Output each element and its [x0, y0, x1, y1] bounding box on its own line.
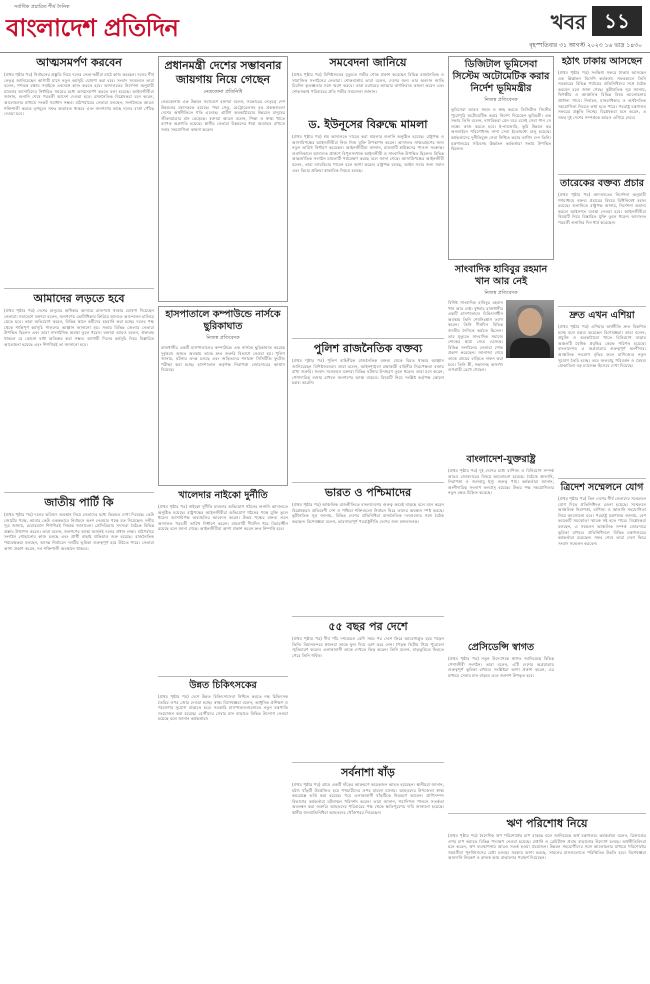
headline: আমাদের লড়তে হবে — [33, 292, 125, 305]
headline: খালেদার নাইকো দুর্নীতি — [178, 490, 268, 501]
headline: সর্বনাশা ষাঁড় — [341, 766, 395, 779]
article — [158, 490, 288, 672]
byline: নিজস্ব প্রতিবেদক — [484, 290, 518, 296]
divider — [448, 813, 646, 814]
article-body: ভূমিসেবা আরও সহজ ও স্বচ্ছ করতে ডিজিটাল সিস্টেম পুরোপুরি অটোমেটিক করার নির্দেশ দিয়েছেন ভূমিমন্ত্রী। এক সভায় তিনি বলেন, নাগরিকরা যেন ঘরে বসেই সেবা পান সে লক্ষ্যে কাজ করতে হবে। ই-নামজারি, ভূমি উন্নয়ন কর অনলাইনে পরিশোধসহ নানা সেবা ইতোমধ্যে চালু হয়েছে। কর্মকর্তাদের দুর্নীতিমুক্ত সেবা নিশ্চিত করার তাগিদ দেন তিনি। মন্ত্রণালয়ের সচিবসহ ঊর্ধ্বতন কর্মকর্তারা সভায় উপস্থিত ছিলেন। — [451, 107, 551, 152]
byline: নিজস্ব প্রতিবেদক — [484, 97, 518, 103]
headline: ডিজিটাল ভূমিসেবা সিস্টেম অটোমেটিক করার নির্দেশ ভূমিমন্ত্রীর — [452, 59, 550, 94]
article — [292, 766, 444, 972]
logo-tagline: সর্বাধিক প্রচারিত শীর্ষ দৈনিক — [14, 4, 70, 10]
article-body: (প্রথম পৃষ্ঠার পর) সংক্ষিপ্ত সফরে ঢাকায় আসছেন এক ঊর্ধ্বতন বিদেশি কর্মকর্তা। সফরকালে তিনি সরকারের বিভিন্ন পর্যায়ের প্রতিনিধিদের সঙ্গে বৈঠক করবেন বলে জানা গেছে। কূটনৈতিক সূত্র জানায়, দ্বিপক্ষীয় ও আঞ্চলিক বিভিন্ন বিষয় আলোচনায় প্রাধান্য পাবে। নির্বাচন, মানবাধিকার ও অর্থনৈতিক সহযোগিতা নিয়েও কথা হতে পারে। পররাষ্ট্র মন্ত্রণালয় সফরের প্রস্তুতি নিচ্ছে। বিশ্লেষকরা মনে করেন, এ সফর দুই দেশের সম্পর্ককে আরও এগিয়ে নেবে। — [558, 70, 646, 120]
logo-block — [6, 4, 206, 44]
page-number: ১১ — [592, 6, 642, 36]
divider — [558, 306, 646, 307]
article — [558, 56, 646, 170]
article-body: (প্রথম পৃষ্ঠার পর) শ্রম আদালতে দায়ের করা মামলার শুনানি অনুষ্ঠিত হয়েছে। রাষ্ট্রপক্ষ ও আসামিপক্ষের আইনজীবীরা নিজ নিজ যুক্তি উপস্থাপন করেন। আদালত সাক্ষ্যগ্রহণের জন্য নতুন তারিখ নির্ধারণ করেছেন। আইনজীবীরা জানান, মামলাটি শ্রমিকদের পাওনা সংক্রান্ত। শুনানিকালে আদালত প্রাঙ্গণে বিপুলসংখ্যক আইনজীবী ও সাংবাদিক উপস্থিত ছিলেন। বিভিন্ন আন্তর্জাতিক সংগঠন মামলাটি পর্যবেক্ষণ করছে বলে জানা গেছে। আসামিপক্ষের আইনজীবী বলেন, তারা ন্যায়বিচার পাবেন বলে আশা করেন। রাষ্ট্রপক্ষ বলছে, আইন সবার জন্য সমান এবং বিচার প্রক্রিয়া স্বাভাবিক নিয়মে চলছে। — [292, 134, 444, 173]
article — [158, 56, 288, 302]
column-1 — [4, 56, 154, 978]
article-body: (প্রথম পৃষ্ঠার পর) নাইকো দুর্নীতি মামলার অভিযোগ গঠনের শুনানি আদালতে অনুষ্ঠিত হয়েছে। রাষ্ট্রপক্ষের আইনজীবীরা অভিযোগ গঠনের পক্ষে যুক্তি তুলে ধরেন। আসামিপক্ষ অব্যাহতির আবেদন করেন। উভয় পক্ষের বক্তব্য শুনে আদালত পরবর্তী তারিখ নির্ধারণ করেন। মামলাটি দীর্ঘদিন ধরে বিচারাধীন রয়েছে বলে জানা গেছে। আইনজীবীরা আশা প্রকাশ করেন দ্রুত নিষ্পত্তি হবে। — [158, 504, 288, 532]
section-label: খবর — [550, 10, 586, 34]
article-body: (প্রথম পৃষ্ঠার পর) গ্রামে একটি ষাঁড়ের আক্রমণে কয়েকজন আহত হয়েছেন। স্থানীয়রা জানান, হঠাৎ ষাঁড়টি উত্তেজিত হয়ে পথচারীদের ওপর হামলা চালায়। আহতদের উপজেলা স্বাস্থ্য কমপ্লেক্সে ভর্তি করা হয়েছে। পরে এলাকাবাসী ষাঁড়টিকে নিয়ন্ত্রণে আনেন। প্রাণিসম্পদ বিভাগের কর্মকর্তারা ঘটনাস্থল পরিদর্শন করেন। তারা জানান, গবাদিপশু পালনে সতর্কতা অবলম্বন করা জরুরি। আহতদের পরিবারের পক্ষ থেকে ক্ষতিপূরণের দাবি জানানো হয়েছে। স্থানীয় জনপ্রতিনিধিরা আহতদের খোঁজখবর নিয়েছেন। — [292, 782, 444, 815]
article — [292, 118, 444, 334]
divider — [558, 478, 646, 479]
col4-top-row — [448, 56, 646, 810]
article-body: (প্রথম পৃষ্ঠার পর) নির্বাচনের প্রস্তুতি নিয়ে দলের নেতা-কর্মীরা মাঠে কাজ করছেন। দলের শীর্ষ নেতৃত্ব জানিয়েছেন আগামী মাসে নতুন কর্মসূচি ঘোষণা করা হবে। সংবাদ সম্মেলনে তারা বলেন, গণতন্ত্র রক্ষায় সবাইকে একসঙ্গে কাজ করতে হবে। আদালতের নির্দেশনা অনুযায়ী মামলার আসামিদের নির্ধারিত সময়ের মধ্যে আত্মসমর্পণ করতে বলা হয়েছে। আইনজীবীরা জানান, শুনানি শেষে পরবর্তী আদেশ দেওয়া হবে। রাজনৈতিক বিশ্লেষকরা মনে করেন, আলোচনার মাধ্যমে সংকট সমাধান সম্ভব। মাঠপর্যায়ের নেতারা বলছেন, সংগঠনকে আরও শক্তিশালী করতে তৃণমূলে সফর অব্যাহত থাকবে এবং জনগণের কাছে দলের বার্তা পৌঁছে দেওয়া হবে। — [4, 72, 154, 117]
article-body: (প্রথম পৃষ্ঠার পর) আঞ্চলিক রাজনীতিতে বাংলাদেশের গুরুত্ব ক্রমেই বাড়ছে বলে মনে করেন বিশ্লেষকরা। প্রতিবেশী দেশ ও পশ্চিমা শক্তিগুলো নির্বাচন ঘিরে তাদের অবস্থান স্পষ্ট করছে। কূটনৈতিক সূত্র জানায়, বিভিন্ন দেশের প্রতিনিধিরা রাজনৈতিক দলগুলোর সঙ্গে বৈঠক করছেন। বিশেষজ্ঞরা বলেন, ভারসাম্যপূর্ণ পররাষ্ট্রনীতি দেশের জন্য মঙ্গলজনক। — [292, 502, 444, 524]
article-body: বিশিষ্ট সাংবাদিক হাবিবুর রহমান খান আর নেই। বুধবার রাজধানীর একটি হাসপাতালে চিকিৎসাধীন অবস্থায় তিনি শেষনিঃশ্বাস ত্যাগ করেন। তিনি দীর্ঘদিন বিভিন্ন জাতীয় দৈনিকে কর্মরত ছিলেন। তার মৃত্যুতে সাংবাদিক সমাজে শোকের ছায়া নেমে এসেছে। বিভিন্ন সংগঠনের নেতারা শোক প্রকাশ করেছেন। জানাজা শেষে তাকে গ্রামের বাড়িতে দাফন করা হবে। তিনি স্ত্রী, সন্তানসহ অসংখ্য গুণগ্রাহী রেখে গেছেন। — [448, 300, 503, 373]
article-body: (প্রথম পৃষ্ঠার পর) পুলিশ বাহিনীকে রাজনৈতিক বক্তব্য থেকে বিরত থাকার আহ্বান জানিয়েছেন বিশিষ্টজনেরা। তারা বলেন, আইনশৃঙ্খলা রক্ষাকারী বাহিনীর নিরপেক্ষতা বজায় রাখা জরুরি। সংবাদ সম্মেলনে বক্তারা বিভিন্ন ঘটনার উদাহরণ তুলে ধরেন। তারা মনে করেন, পেশাদারিত্ব বজায় রাখলে জনগণের আস্থা বাড়বে। বিষয়টি নিয়ে সংশ্লিষ্ট কর্তৃপক্ষ কোনো মন্তব্য করেনি। — [292, 358, 444, 386]
article-body: (প্রথম পৃষ্ঠার পর) দেশে উন্নত চিকিৎসাসেবা নিশ্চিত করতে দক্ষ চিকিৎসক তৈরির ওপর জোর দেওয়া হচ্ছে। স্বাস্থ্য বিশেষজ্ঞরা বলেন, আধুনিক প্রশিক্ষণ ও গবেষণার সুযোগ বাড়াতে হবে। সরকারি হাসপাতালগুলোতে নতুন যন্ত্রপাতি সংযোজন করা হয়েছে। রোগীদের সেবার মান বাড়াতে বিভিন্ন উদ্যোগ নেওয়া হয়েছে বলে জানান কর্মকর্তারা। — [158, 694, 288, 722]
column-2 — [158, 56, 288, 978]
divider — [4, 492, 154, 493]
newspaper-logo: বাংলাদেশ প্রতিদিন — [6, 13, 179, 42]
article-body: (প্রথম পৃষ্ঠার পর) দলের ভবিষ্যৎ অবস্থান নিয়ে নেতাদের মধ্যে ভিন্নমত দেখা দিয়েছে। কেউ জোটের পক্ষে, আবার কেউ এককভাবে নির্বাচনে অংশ নেওয়ার পক্ষে মত দিয়েছেন। দলীয় সূত্র জানায়, চেয়ারম্যান শিগগিরই সিদ্ধান্ত জানাবেন। প্রেসিডিয়াম সদস্যরা বৈঠকে বিভিন্ন প্রস্তাব উত্থাপন করেন। তারা বলেন, জনগণের আস্থা অর্জনই দলের প্রধান লক্ষ্য। মাঠপর্যায়ে সংগঠন গোছানোর কাজ চলছে এবং প্রার্থী বাছাই প্রক্রিয়াও শুরু হয়েছে। রাজনৈতিক পর্যবেক্ষকরা বলছেন, আসন্ন নির্বাচনে দলটির ভূমিকা গুরুত্বপূর্ণ হয়ে উঠতে পারে। নেতারা আশা প্রকাশ করেন, দল শক্তিশালী অবস্থানে থাকবে। — [4, 512, 154, 551]
headline: হাসপাতালে কম্পাউন্ডে নার্সকে ছুরিকাঘাত — [165, 309, 281, 332]
article — [292, 342, 444, 478]
article — [158, 680, 288, 978]
divider — [158, 676, 288, 677]
headline: সমবেদনা জানিয়ে — [329, 56, 407, 69]
article-body: (প্রথম পৃষ্ঠার পর) তিন দেশের শীর্ষ নেতাদের সম্মেলনে যোগ দিতে প্রতিনিধিদল রওনা হয়েছে। সম্মেলনে আঞ্চলিক নিরাপত্তা, বাণিজ্য ও জ্বালানি সহযোগিতা নিয়ে আলোচনা হবে। পররাষ্ট্র মন্ত্রণালয় জানায়, বেশ কয়েকটি সমঝোতা স্মারক সই হতে পারে। বিশ্লেষকরা বলছেন, এ সম্মেলন আঞ্চলিক সম্পর্ক জোরদারে ভূমিকা রাখবে। প্রতিনিধিদলে বিভিন্ন মন্ত্রণালয়ের কর্মকর্তারা রয়েছেন। সফর শেষে তারা দেশে ফিরে সংবাদ সম্মেলন করবেন। — [558, 496, 646, 546]
article — [448, 264, 554, 450]
article — [448, 817, 646, 978]
headline: ড. ইউনূসের বিরুদ্ধে মামলা — [308, 118, 428, 131]
byline: নেত্রকোনা প্রতিনিধি — [203, 89, 243, 95]
headline: তারেকের বক্তব্য প্রচার — [560, 178, 644, 189]
article-body: (প্রথম পৃষ্ঠার পর) আদালতের নির্দেশনা অনুযায়ী গণমাধ্যমে বক্তব্য প্রচারের বিষয়ে বিধিনিষেধ বহাল রয়েছে। শুনানিতে রাষ্ট্রপক্ষ জানায়, নির্দেশনা অমান্য করলে আইনগত ব্যবস্থা নেওয়া হবে। আইনজীবীরা বিষয়টি নিয়ে বিস্তারিত যুক্তি তুলে ধরেন। আদালত পরবর্তী শুনানির দিন ধার্য করেছেন। — [558, 192, 646, 225]
article — [4, 56, 154, 284]
article — [558, 310, 646, 474]
article — [4, 292, 154, 488]
col4-left — [448, 56, 554, 810]
journalist-photo — [506, 300, 554, 358]
dateline: বৃহস্পতিবার ৩১ আগস্ট ২০২৩ ১৬ ভাদ্র ১৪৩০ — [529, 42, 642, 49]
divider — [292, 338, 444, 339]
headline: ঋণ পরিশোধ নিয়ে — [506, 817, 588, 830]
masthead — [0, 0, 650, 53]
article-body: (প্রথম পৃষ্ঠার পর) এশিয়ার অর্থনীতি দ্রুত বিকশিত হচ্ছে বলে মন্তব্য করেছেন বিশেষজ্ঞরা। তারা বলেন, প্রযুক্তি ও অবকাঠামো খাতে বিনিয়োগ বাড়ায় অঞ্চলটি বৈশ্বিক প্রবৃদ্ধির কেন্দ্রে পরিণত হয়েছে। বাংলাদেশও এ অগ্রযাত্রায় গুরুত্বপূর্ণ অংশীদার। আঞ্চলিক সংযোগ বৃদ্ধির ফলে বাণিজ্যের নতুন সুযোগ তৈরি হচ্ছে। তবে জলবায়ু পরিবর্তন ও বৈষম্য মোকাবিলা বড় চ্যালেঞ্জ হিসেবে দেখা দিয়েছে। — [558, 324, 646, 369]
headline: উন্নত চিকিৎসকের — [189, 680, 257, 691]
headline: দ্রুত এখন এশিয়া — [569, 310, 635, 321]
divider — [558, 174, 646, 175]
column-4 — [448, 56, 646, 978]
headline: প্রধানমন্ত্রী দেশের সম্ভাবনার জায়গায় নিয়ে গেছেন — [164, 59, 282, 86]
headline: ত্রিদেশ সম্মেলনে যোগ — [560, 482, 644, 493]
headline: সাংবাদিক হাবিবুর রহমান খান আর নেই — [454, 264, 548, 287]
col4-right — [558, 56, 646, 810]
article — [448, 56, 554, 260]
article — [4, 496, 154, 972]
headline: হঠাৎ ঢাকায় আসছেন — [561, 56, 643, 67]
divider — [292, 616, 444, 617]
headline: পুলিশ রাজনৈতিক বক্তব্য — [313, 342, 423, 355]
article — [292, 486, 444, 612]
article — [448, 454, 554, 638]
byline: নিজস্ব প্রতিবেদক — [206, 335, 240, 341]
headline: বাংলাদেশ-যুক্তরাষ্ট্র — [466, 454, 536, 465]
divider — [4, 288, 154, 289]
headline: প্রেসিডেন্সি স্বাগত — [467, 642, 535, 653]
divider — [292, 482, 444, 483]
divider — [292, 762, 444, 763]
article-body: (প্রথম পৃষ্ঠার পর) বিশিষ্টজনের মৃত্যুতে গভীর শোক প্রকাশ করেছেন বিভিন্ন রাজনৈতিক ও সামাজিক সংগঠনের নেতারা। শোকবার্তায় তারা বলেন, দেশের জন্য তার অবদান জাতি চিরদিন কৃতজ্ঞতার সঙ্গে স্মরণ করবে। তারা মরহুমের আত্মার মাগফিরাত কামনা করেন এবং শোকসন্তপ্ত পরিবারের প্রতি গভীর সমবেদনা জানান। — [292, 72, 444, 94]
article-body: রাজধানীর একটি হাসপাতালের কম্পাউন্ডে এক নার্সকে ছুরিকাঘাত করেছে দুর্বৃত্তরা। আহত অবস্থায় তাকে দ্রুত জরুরি বিভাগে নেওয়া হয়। পুলিশ জানায়, ঘটনার তদন্ত চলছে এবং জড়িতদের শনাক্তে সিসিটিভি ফুটেজ পরীক্ষা করা হচ্ছে। হাসপাতাল কর্তৃপক্ষ নিরাপত্তা জোরদারের আশ্বাস দিয়েছে। — [161, 345, 285, 373]
headline: আত্মসমর্পণ করবেন — [36, 56, 122, 69]
column-3 — [292, 56, 444, 978]
article-body: (প্রথম পৃষ্ঠার পর) দীর্ঘ পাঁচ দশকেরও বেশি সময় পর দেশে ফিরে আবেগাপ্লুত হয়ে পড়েন তিনি। বিমানবন্দরে স্বজনরা তাকে ফুল দিয়ে বরণ করে নেন। পৈতৃক ভিটায় গিয়ে পুরোনো স্মৃতিচারণ করেন। এলাকাবাসী তাকে দেখতে ভিড় করেন। তিনি বলেন, মাতৃভূমিতে ফিরতে পেরে তিনি গর্বিত। — [292, 636, 444, 658]
article-body: নেত্রকোনায় এক উন্নয়ন সমাবেশে বক্তারা বলেন, সরকারের নেতৃত্বে দেশ উন্নয়নের মহাসড়কে রয়েছে। পদ্মা সেতু, মেট্রোরেলসহ বড় প্রকল্পগুলো দেশের অর্থনীতিতে গতি এনেছে। গ্রামীণ অবকাঠামোর উন্নয়নে মানুষের জীবনযাত্রার মান বেড়েছে। বক্তারা আরও বলেন, শিক্ষা ও স্বাস্থ্য খাতে ব্যাপক অগ্রগতি হয়েছে। স্থানীয় নেতারা উন্নয়নের ধারা অব্যাহত রাখতে সবার সহযোগিতা কামনা করেন। — [161, 99, 285, 132]
article-body: (প্রথম পৃষ্ঠার পর) দুই দেশের মধ্যে বাণিজ্য ও বিনিয়োগ সম্পর্ক আরও জোরদারের বিষয়ে আলোচনা হয়েছে। বৈঠকে জ্বালানি, নিরাপত্তা ও জলবায়ু ইস্যু গুরুত্ব পায়। কর্মকর্তারা জানান, অংশীদারিত্ব সংলাপ ফলপ্রসূ হয়েছে। উভয় পক্ষ সহযোগিতার নতুন ক্ষেত্র চিহ্নিত করেছে। — [448, 468, 554, 496]
article — [292, 56, 444, 114]
headline: ৫৫ বছর পর দেশে — [328, 620, 408, 633]
article — [558, 482, 646, 646]
article — [292, 620, 444, 758]
headline: ভারত ও পশ্চিমাদের — [324, 486, 412, 499]
article-body: (প্রথম পৃষ্ঠার পর) বৈদেশিক ঋণ পরিশোধের চাপ বাড়ছে বলে জানিয়েছে অর্থ মন্ত্রণালয়। কর্মকর্তারা বলেন, রিজার্ভের ওপর চাপ কমাতে বিভিন্ন পদক্ষেপ নেওয়া হয়েছে। রপ্তানি ও রেমিট্যান্স প্রবাহ বাড়ানোর উদ্যোগ চলছে। অর্থনীতিবিদরা মনে করেন, ঋণ ব্যবস্থাপনায় আরও সতর্ক হওয়া প্রয়োজন। উন্নয়ন সহযোগীদের সঙ্গে আলোচনার মাধ্যমে পরিশোধের সময়সীমা পুনর্বিন্যাসের চেষ্টা চলছে। সরকার আশা করছে, সামনের মাসগুলোতে পরিস্থিতির উন্নতি হবে। বিশেষজ্ঞরা আমদানি নিয়ন্ত্রণ ও রাজস্ব আয় বাড়ানোর পরামর্শ দিয়েছেন। — [448, 833, 646, 861]
article — [158, 306, 288, 486]
headline: জাতীয় পার্টি কি — [44, 496, 114, 509]
article — [448, 642, 554, 806]
article-body: (প্রথম পৃষ্ঠার পর) নতুন উদ্যোগকে স্বাগত জানিয়েছে বিভিন্ন পেশাজীবী সংগঠন। তারা বলেন, এটি দেশের অগ্রযাত্রায় গুরুত্বপূর্ণ ভূমিকা রাখবে। সংশ্লিষ্টরা আশা প্রকাশ করেন, এর মাধ্যমে সেবার মান বাড়বে এবং জনগণ উপকৃত হবে। — [448, 656, 554, 678]
article — [558, 178, 646, 302]
article-body: (প্রথম পৃষ্ঠার পর) দেশের মানুষের অধিকার আদায়ে রাজপথে থাকার ঘোষণা দিয়েছেন নেতারা। সমাবেশে বক্তারা বলেন, জনগণের ভোটাধিকার ফিরিয়ে আনতে আন্দোলন চালিয়ে যেতে হবে। তারা অভিযোগ করেন, বিভিন্ন স্থানে কর্মীদের হয়রানি করা হচ্ছে। দলের পক্ষ থেকে শান্তিপূর্ণ কর্মসূচি পালনের আহ্বান জানানো হয়। সভায় বিভিন্ন জেলার নেতারা উপস্থিত ছিলেন এবং তারা সাংগঠনিক অবস্থা তুলে ধরেন। বক্তারা আরও বলেন, ঐক্যবদ্ধ থাকলে যে কোনো বাধা অতিক্রম করা সম্ভব। আগামী দিনের কর্মসূচি নিয়ে বিস্তারিত আলোচনা হয়েছে এবং শিগগিরই তা জানানো হবে। — [4, 308, 154, 347]
